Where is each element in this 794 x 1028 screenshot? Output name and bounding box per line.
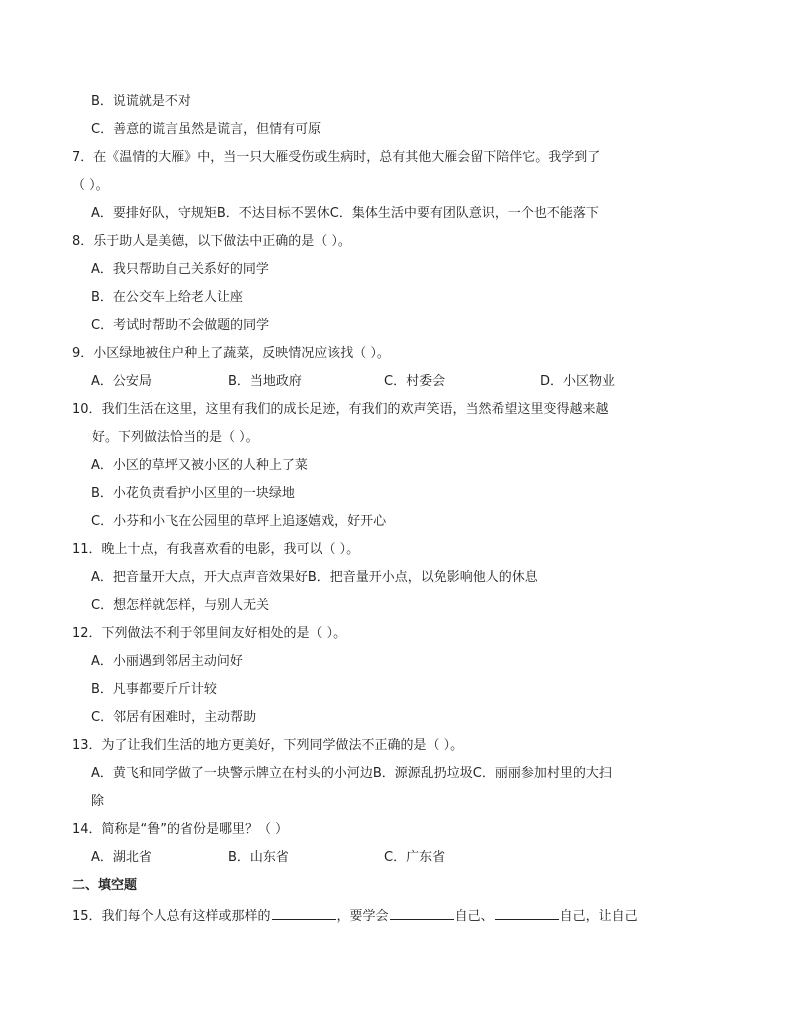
q13-stem: 13．为了让我们生活的地方更美好，下列同学做法不正确的是（ ）。 xyxy=(72,738,464,753)
q10-option-c: C．小芬和小飞在公园里的草坪上追逐嬉戏，好开心 xyxy=(91,514,387,529)
q14-stem: 14．简称是“鲁”的省份是哪里？（ ） xyxy=(72,822,289,837)
q7-stem-cont: （ ）。 xyxy=(72,178,109,193)
q8-option-a: A．我只帮助自己关系好的同学 xyxy=(91,262,269,277)
q13-options: A．黄飞和同学做了一块警示牌立在村头的小河边B．源源乱扔垃圾C．丽丽参加村里的大扫 xyxy=(91,766,612,781)
q12-option-a: A．小丽遇到邻居主动问好 xyxy=(91,654,243,669)
q14-option-a: A．湖北省 xyxy=(91,850,152,865)
q15-blank-3[interactable] xyxy=(495,907,559,920)
q9-option-a: A．公安局 xyxy=(91,374,152,389)
q8-stem: 8．乐于助人是美德，以下做法中正确的是（ ）。 xyxy=(72,234,351,249)
q14-option-b: B．山东省 xyxy=(228,850,289,865)
q10-option-a: A．小区的草坪又被小区的人种上了菜 xyxy=(91,458,308,473)
q15-stem xyxy=(72,907,638,923)
q10-option-b: B．小花负责看护小区里的一块绿地 xyxy=(91,486,295,501)
q13-options-cont: 除 xyxy=(91,794,105,809)
q14-option-c: C．广东省 xyxy=(384,850,446,865)
q10-stem: 10．我们生活在这里，这里有我们的成长足迹，有我们的欢声笑语，当然希望这里变得越来越 xyxy=(72,402,609,417)
q15-part3: 自己、 xyxy=(454,909,494,924)
section-title-fill-in: 二、填空题 xyxy=(72,878,138,893)
q8-option-c: C．考试时帮助不会做题的同学 xyxy=(91,318,270,333)
q9-option-b: B．当地政府 xyxy=(228,374,302,389)
q15-part2: ，要学会 xyxy=(336,909,389,924)
q11-stem: 11．晚上十点，有我喜欢看的电影，我可以（ ）。 xyxy=(72,542,360,557)
q15-blank-1[interactable] xyxy=(272,907,336,920)
q6-option-b: B．说谎就是不对 xyxy=(91,94,191,109)
q12-stem: 12．下列做法不利于邻里间友好相处的是（ ）。 xyxy=(72,626,347,641)
q7-options: A．要排好队，守规矩B．不达目标不罢休C．集体生活中要有团队意识，一个也不能落下 xyxy=(91,206,599,221)
q15-part1: 15．我们每个人总有这样或那样的 xyxy=(72,909,271,924)
q10-stem-cont: 好。下列做法恰当的是（ ）。 xyxy=(92,430,259,445)
q12-option-c: C．邻居有困难时，主动帮助 xyxy=(91,710,257,725)
q15-blank-2[interactable] xyxy=(390,907,454,920)
q9-option-d: D．小区物业 xyxy=(540,374,616,389)
q11-options-ab: A．把音量开大点，开大点声音效果好B．把音量开小点，以免影响他人的休息 xyxy=(91,570,538,585)
q8-option-b: B．在公交车上给老人让座 xyxy=(91,290,243,305)
q9-option-c: C．村委会 xyxy=(384,374,446,389)
q9-stem: 9．小区绿地被住户种上了蔬菜，反映情况应该找（ ）。 xyxy=(72,346,390,361)
q6-option-c: C．善意的谎言虽然是谎言，但情有可原 xyxy=(91,122,322,137)
q15-part4: 自己，让自己 xyxy=(559,909,638,924)
q12-option-b: B．凡事都要斤斤计较 xyxy=(91,682,217,697)
q11-option-c: C．想怎样就怎样，与别人无关 xyxy=(91,598,270,613)
q7-stem: 7．在《温情的大雁》中，当一只大雁受伤或生病时，总有其他大雁会留下陪伴它。我学到了 xyxy=(72,150,601,165)
